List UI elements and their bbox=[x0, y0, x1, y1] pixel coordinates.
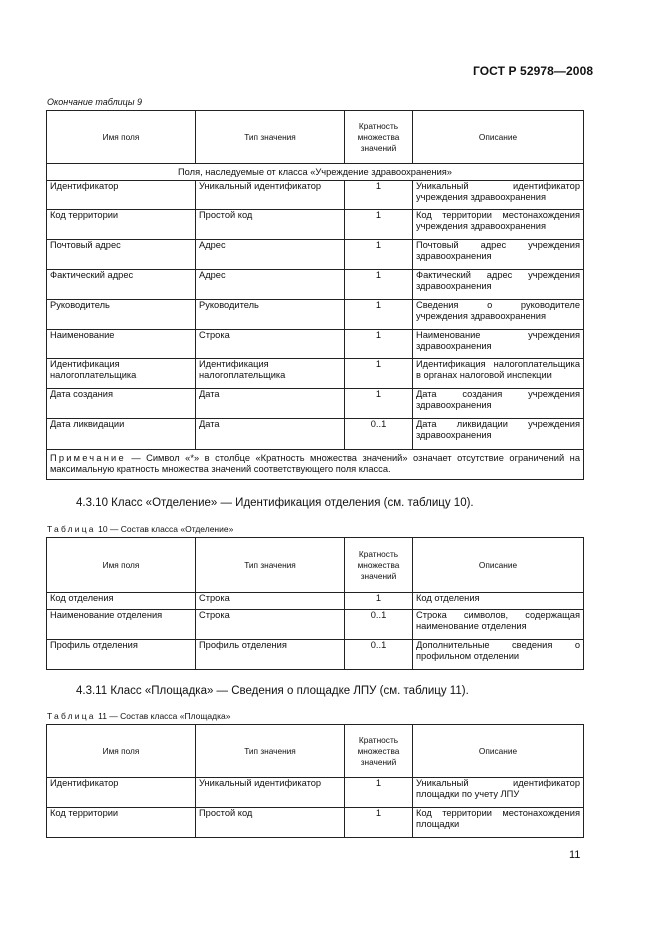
cell-field-name: Наименование отделения bbox=[47, 610, 196, 640]
cell-description: Уникальный идентификатор площадки по учету ЛПУ bbox=[413, 778, 584, 808]
cell-field-name: Руководитель bbox=[47, 300, 196, 330]
cell-description: Почтовый адрес учреждения здравоохранения bbox=[413, 240, 584, 270]
table10-caption-label: Таблица bbox=[47, 524, 96, 534]
table-row bbox=[47, 330, 584, 359]
cell-description: Код территории местонахождения площадки bbox=[413, 808, 584, 838]
table-row bbox=[47, 181, 584, 210]
cell-multiplicity: 1 bbox=[345, 240, 413, 270]
cell-description: Код территории местонахождения учреждения здравоохранения bbox=[413, 210, 584, 240]
cell-value-type: Простой код bbox=[196, 808, 345, 838]
note-label: Примечание bbox=[50, 453, 126, 463]
table-row bbox=[47, 210, 584, 240]
table11-caption-label: Таблица bbox=[47, 711, 96, 721]
col-header-value-type: Тип значения bbox=[196, 538, 345, 593]
note-text: — Символ «*» в столбце «Кратность множества значений» означает отсутствие ограничений на максимальную кратность множества значений соответствующего поля класса. bbox=[50, 453, 580, 474]
cell-multiplicity: 1 bbox=[345, 359, 413, 389]
col-header-field-name: Имя поля bbox=[47, 725, 196, 778]
cell-description: Дополнительные сведения о профильном отделении bbox=[413, 640, 584, 670]
cell-description: Дата ликвидации учреждения здравоохранения bbox=[413, 419, 584, 450]
cell-value-type: Руководитель bbox=[196, 300, 345, 330]
col-header-field-name: Имя поля bbox=[47, 111, 196, 164]
cell-description: Дата создания учреждения здравоохранения bbox=[413, 389, 584, 419]
cell-multiplicity: 0..1 bbox=[345, 610, 413, 640]
cell-value-type: Дата bbox=[196, 389, 345, 419]
table-row bbox=[47, 240, 584, 270]
col-header-value-type: Тип значения bbox=[196, 725, 345, 778]
inherited-fields-label: Поля, наследуемые от класса «Учреждение здравоохранения» bbox=[47, 164, 584, 181]
section-4-3-10: 4.3.10 Класс «Отделение» — Идентификация отделения (см. таблицу 10). bbox=[76, 497, 474, 509]
table-row bbox=[47, 270, 584, 300]
cell-field-name: Идентификатор bbox=[47, 778, 196, 808]
cell-multiplicity: 1 bbox=[345, 300, 413, 330]
table-row bbox=[47, 300, 584, 330]
cell-value-type: Адрес bbox=[196, 270, 345, 300]
cell-field-name: Наименование bbox=[47, 330, 196, 359]
cell-field-name: Дата ликвидации bbox=[47, 419, 196, 450]
table11-caption bbox=[47, 711, 230, 721]
col-header-value-type: Тип значения bbox=[196, 111, 345, 164]
col-header-multiplicity: Кратность множества значений bbox=[345, 111, 413, 164]
col-header-field-name: Имя поля bbox=[47, 538, 196, 593]
table-row bbox=[47, 640, 584, 670]
cell-description: Код отделения bbox=[413, 593, 584, 610]
table-row bbox=[47, 389, 584, 419]
cell-description: Наименование учреждения здравоохранения bbox=[413, 330, 584, 359]
note-row bbox=[47, 450, 584, 480]
cell-field-name: Почтовый адрес bbox=[47, 240, 196, 270]
cell-value-type: Строка bbox=[196, 610, 345, 640]
cell-field-name: Дата создания bbox=[47, 389, 196, 419]
cell-description: Уникальный идентификатор учреждения здравоохранения bbox=[413, 181, 584, 210]
cell-value-type: Уникальный идентификатор bbox=[196, 181, 345, 210]
cell-value-type: Профиль отделения bbox=[196, 640, 345, 670]
cell-field-name: Идентификация налогоплательщика bbox=[47, 359, 196, 389]
table-11 bbox=[46, 724, 584, 838]
cell-multiplicity: 1 bbox=[345, 778, 413, 808]
table9-caption: Окончание таблицы 9 bbox=[47, 97, 142, 107]
document-id: ГОСТ Р 52978—2008 bbox=[473, 64, 594, 78]
col-header-description: Описание bbox=[413, 111, 584, 164]
cell-field-name: Профиль отделения bbox=[47, 640, 196, 670]
cell-value-type: Идентификация налогоплательщика bbox=[196, 359, 345, 389]
cell-value-type: Строка bbox=[196, 330, 345, 359]
table-row bbox=[47, 610, 584, 640]
cell-description: Фактический адрес учреждения здравоохранения bbox=[413, 270, 584, 300]
cell-multiplicity: 1 bbox=[345, 210, 413, 240]
col-header-description: Описание bbox=[413, 538, 584, 593]
cell-multiplicity: 1 bbox=[345, 808, 413, 838]
cell-multiplicity: 1 bbox=[345, 330, 413, 359]
cell-description: Сведения о руководителе учреждения здравоохранения bbox=[413, 300, 584, 330]
cell-value-type: Дата bbox=[196, 419, 345, 450]
cell-multiplicity: 0..1 bbox=[345, 419, 413, 450]
note-cell bbox=[47, 450, 584, 480]
table-header-row bbox=[47, 111, 584, 164]
cell-value-type: Простой код bbox=[196, 210, 345, 240]
table-9 bbox=[46, 110, 584, 480]
table-header-row bbox=[47, 725, 584, 778]
cell-multiplicity: 1 bbox=[345, 270, 413, 300]
table11-caption-title: 11 — Состав класса «Площадка» bbox=[98, 711, 231, 721]
cell-multiplicity: 1 bbox=[345, 181, 413, 210]
cell-value-type: Уникальный идентификатор bbox=[196, 778, 345, 808]
table-row bbox=[47, 359, 584, 389]
table-row bbox=[47, 778, 584, 808]
table10-caption-title: 10 — Состав класса «Отделение» bbox=[98, 524, 234, 534]
page-number: 11 bbox=[569, 849, 581, 861]
cell-multiplicity: 1 bbox=[345, 389, 413, 419]
section-4-3-11: 4.3.11 Класс «Площадка» — Сведения о площадке ЛПУ (см. таблицу 11). bbox=[76, 685, 469, 697]
cell-field-name: Фактический адрес bbox=[47, 270, 196, 300]
col-header-multiplicity: Кратность множества значений bbox=[345, 725, 413, 778]
table-header-row bbox=[47, 538, 584, 593]
cell-description: Идентификация налогоплательщика в органах налоговой инспекции bbox=[413, 359, 584, 389]
cell-value-type: Адрес bbox=[196, 240, 345, 270]
table-row bbox=[47, 808, 584, 838]
col-header-description: Описание bbox=[413, 725, 584, 778]
cell-field-name: Идентификатор bbox=[47, 181, 196, 210]
cell-multiplicity: 0..1 bbox=[345, 640, 413, 670]
cell-description: Строка символов, содержащая наименование отделения bbox=[413, 610, 584, 640]
cell-field-name: Код отделения bbox=[47, 593, 196, 610]
cell-field-name: Код территории bbox=[47, 808, 196, 838]
cell-value-type: Строка bbox=[196, 593, 345, 610]
cell-multiplicity: 1 bbox=[345, 593, 413, 610]
table-row bbox=[47, 593, 584, 610]
inherited-fields-row bbox=[47, 164, 584, 181]
table-10 bbox=[46, 537, 584, 670]
table10-caption bbox=[47, 524, 233, 534]
table-row bbox=[47, 419, 584, 450]
cell-field-name: Код территории bbox=[47, 210, 196, 240]
col-header-multiplicity: Кратность множества значений bbox=[345, 538, 413, 593]
